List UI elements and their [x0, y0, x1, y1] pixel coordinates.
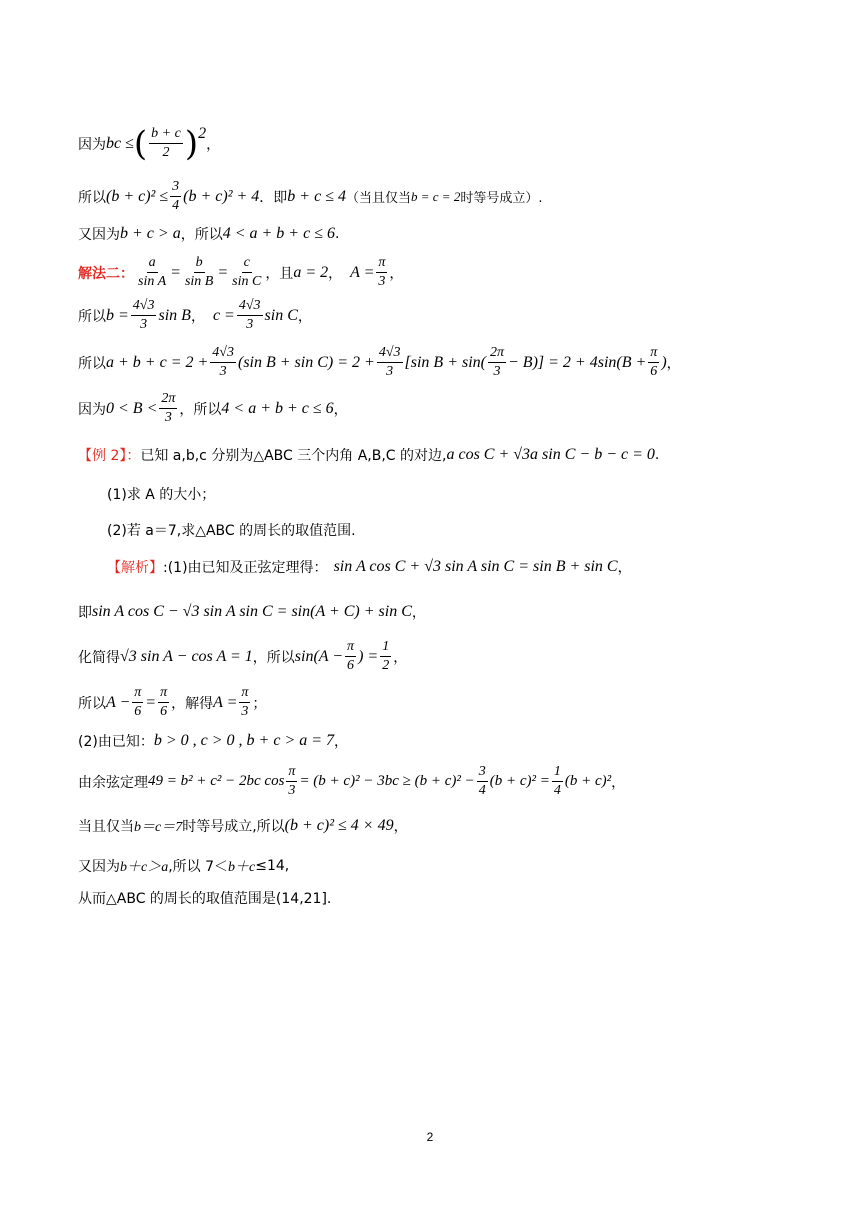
math: A − — [106, 693, 131, 711]
solution-line-8 — [78, 856, 289, 876]
math: 0 < B < — [106, 399, 158, 417]
text: ， — [393, 649, 408, 666]
text: 因为 — [78, 136, 106, 153]
text: ， — [334, 734, 349, 750]
method-two-label: 解法二： — [78, 265, 134, 282]
numerator: 3 — [170, 178, 181, 197]
text: ， — [333, 401, 348, 418]
math: b + c ≤ 4 — [287, 187, 346, 205]
numerator: π — [345, 638, 356, 657]
numerator: 4√3 — [131, 297, 157, 316]
math: (sin B + sin C) = 2 + — [237, 353, 375, 371]
solution-line-7 — [78, 816, 408, 836]
denominator: 2 — [382, 658, 390, 673]
page-number: 2 — [426, 1130, 434, 1144]
fraction — [132, 684, 143, 721]
math: b + c > a — [120, 225, 181, 242]
text: (2)若 a＝7,求△ABC 的周长的取值范围. — [107, 523, 356, 539]
denominator: 6 — [160, 704, 168, 719]
denominator: 6 — [347, 658, 355, 673]
math: (b + c)² — [564, 773, 612, 789]
text: ， — [389, 265, 404, 282]
math: (b + c)² + 4 — [183, 187, 260, 205]
fraction — [239, 684, 250, 721]
math: sin(A − — [294, 647, 344, 665]
text: 由余弦定理 — [78, 774, 148, 791]
numerator: π — [132, 684, 143, 703]
text: ， — [206, 136, 221, 153]
numerator: b + c — [149, 125, 183, 144]
numerator: 2π — [488, 344, 506, 363]
denominator: sin A — [138, 274, 167, 289]
paren-left: ( — [133, 123, 148, 164]
denominator: 6 — [650, 364, 658, 379]
solution-label: 【解析】 — [107, 560, 163, 576]
numerator: π — [239, 684, 250, 703]
line-4 — [78, 254, 403, 291]
text: ，且 — [265, 265, 294, 282]
denominator: sin C — [232, 274, 262, 289]
fraction — [136, 254, 168, 291]
solution-line-1 — [107, 557, 632, 577]
math: b = — [106, 306, 129, 324]
denominator: sin B — [184, 274, 214, 289]
fraction — [345, 638, 356, 675]
text: 化简得 — [78, 649, 120, 666]
text: ，所以 — [180, 227, 223, 243]
numerator: 1 — [380, 638, 391, 657]
denominator: 3 — [246, 317, 254, 332]
fraction — [376, 254, 387, 291]
text: 已知 a,b,c 分别为△ABC 三个内角 A,B,C 的对边, — [140, 448, 447, 464]
math: (b + c)² = — [489, 773, 550, 789]
fraction — [377, 344, 403, 381]
text: 所以 — [78, 308, 106, 325]
math: c = — [212, 306, 235, 324]
math: [sin B + sin( — [404, 353, 486, 371]
text: ，所以 — [252, 649, 295, 666]
denominator: 3 — [164, 410, 172, 425]
text: . — [334, 226, 340, 242]
numerator: a — [147, 254, 158, 273]
denominator: 4 — [172, 198, 180, 213]
text: ， — [666, 355, 681, 372]
line-2 — [78, 178, 542, 215]
fraction — [170, 178, 181, 215]
numerator: 1 — [552, 763, 563, 782]
numerator: π — [286, 763, 297, 782]
solution-line-5 — [78, 731, 348, 751]
fraction — [488, 344, 506, 381]
text: ,所以 7＜ — [168, 859, 229, 875]
fraction — [286, 763, 297, 800]
text: 因为 — [78, 401, 106, 418]
text: ， — [611, 774, 626, 791]
math: A = — [213, 693, 238, 711]
solution-line-4 — [78, 684, 266, 721]
denominator: 2 — [162, 145, 170, 160]
text: ， — [393, 819, 408, 835]
math: bc ≤ — [106, 134, 134, 152]
math: b = c = 2 — [411, 188, 461, 204]
text: （当且仅当 — [345, 191, 411, 206]
fraction — [131, 297, 157, 334]
line-6 — [78, 344, 681, 381]
fraction — [230, 254, 263, 291]
text: ， — [328, 265, 343, 282]
question-1 — [107, 484, 215, 504]
math: √3 sin A − cos A = 1 — [120, 647, 253, 665]
fraction — [159, 390, 177, 427]
math: sin C — [264, 306, 298, 324]
fraction — [648, 344, 659, 381]
math: ) — [661, 353, 667, 371]
text: 时等号成立）. — [460, 191, 543, 206]
paren-right: ) — [184, 123, 199, 164]
line-1 — [78, 125, 220, 162]
math: b > 0 , c > 0 , b + c > a = 7 — [153, 732, 335, 749]
numerator: π — [376, 254, 387, 273]
numerator: c — [242, 254, 252, 273]
text: ， — [411, 605, 426, 621]
fraction — [552, 763, 563, 800]
numerator: 4√3 — [377, 344, 403, 363]
text: ．即 — [259, 189, 288, 206]
denominator: 3 — [288, 783, 296, 798]
question-2 — [107, 520, 356, 540]
solution-line-3 — [78, 638, 407, 675]
text: 又因为 — [78, 227, 120, 243]
math: 4 < a + b + c ≤ 6 — [221, 399, 334, 417]
numerator: 2π — [159, 390, 177, 409]
numerator: π — [648, 344, 659, 363]
text: ， — [297, 308, 312, 325]
text: 时等号成立,所以 — [182, 819, 285, 835]
math: = — [145, 693, 157, 711]
math: a = 2 — [293, 263, 329, 281]
line-5 — [78, 297, 312, 334]
line-7 — [78, 390, 348, 427]
math: = (b + c)² − 3bc ≥ (b + c)² − — [299, 773, 475, 789]
text: (1)求 A 的大小； — [107, 487, 216, 503]
fraction — [158, 684, 169, 721]
solution-line-9 — [78, 888, 331, 908]
math: A = — [350, 263, 375, 281]
denominator: 4 — [553, 783, 561, 798]
fraction — [210, 344, 236, 381]
numerator: b — [194, 254, 205, 273]
math: sin A cos C + √3 sin A sin C = sin B + sin C — [333, 558, 618, 575]
math: a + b + c = 2 + — [106, 353, 209, 371]
math: b＝c＝7 — [134, 820, 183, 835]
math: b＋c — [228, 860, 256, 875]
numerator: 4√3 — [210, 344, 236, 363]
example-2-line — [78, 445, 659, 465]
text: 即 — [78, 605, 92, 621]
exponent: 2 — [198, 125, 207, 142]
line-3 — [78, 224, 339, 244]
text: ≤14, — [255, 858, 290, 874]
numerator: 4√3 — [237, 297, 263, 316]
math: sin B — [158, 306, 191, 324]
text: 所以 — [78, 695, 106, 712]
equals: = — [170, 263, 181, 281]
text: 从而△ABC 的周长的取值范围是(14,21]. — [78, 891, 332, 907]
text: ，解得 — [171, 695, 214, 712]
text: :(1)由已知及正弦定理得： — [163, 560, 328, 576]
denominator: 3 — [241, 704, 249, 719]
math: − B)] = 2 + 4sin(B + — [508, 353, 647, 371]
example-label: 【例 2】： — [78, 448, 141, 464]
equals: = — [217, 263, 229, 281]
solution-line-2 — [78, 602, 426, 622]
text: ； — [252, 695, 267, 712]
math: (b + c)² ≤ 4 × 49 — [284, 817, 394, 834]
text: ，所以 — [179, 401, 222, 418]
denominator: 3 — [219, 364, 227, 379]
math: ) = — [358, 647, 379, 665]
denominator: 4 — [478, 783, 486, 798]
text: (2)由已知： — [78, 734, 154, 750]
math: a cos C + √3a sin C − b − c = 0 — [446, 446, 655, 463]
fraction — [149, 125, 183, 162]
denominator: 3 — [140, 317, 148, 332]
numerator: π — [158, 684, 169, 703]
denominator: 6 — [134, 704, 142, 719]
text: 当且仅当 — [78, 819, 134, 835]
denominator: 3 — [493, 364, 501, 379]
denominator: 3 — [386, 364, 394, 379]
numerator: 3 — [477, 763, 488, 782]
text: 所以 — [78, 355, 106, 372]
fraction — [237, 297, 263, 334]
text: 又因为 — [78, 859, 120, 875]
math: 4 < a + b + c ≤ 6 — [222, 225, 335, 242]
math: (b + c)² ≤ — [106, 187, 169, 205]
math: 49 = b² + c² − 2bc cos — [148, 773, 285, 789]
solution-line-6 — [78, 763, 625, 800]
fraction — [477, 763, 488, 800]
denominator: 3 — [378, 274, 386, 289]
math: sin A cos C − √3 sin A sin C = sin(A + C) + sin C — [92, 603, 412, 620]
text: . — [654, 447, 660, 463]
fraction — [380, 638, 391, 675]
text: ， — [190, 308, 205, 325]
math: b＋c＞a — [120, 860, 169, 875]
fraction — [183, 254, 215, 291]
text: 所以 — [78, 189, 106, 206]
text: ， — [617, 560, 632, 576]
